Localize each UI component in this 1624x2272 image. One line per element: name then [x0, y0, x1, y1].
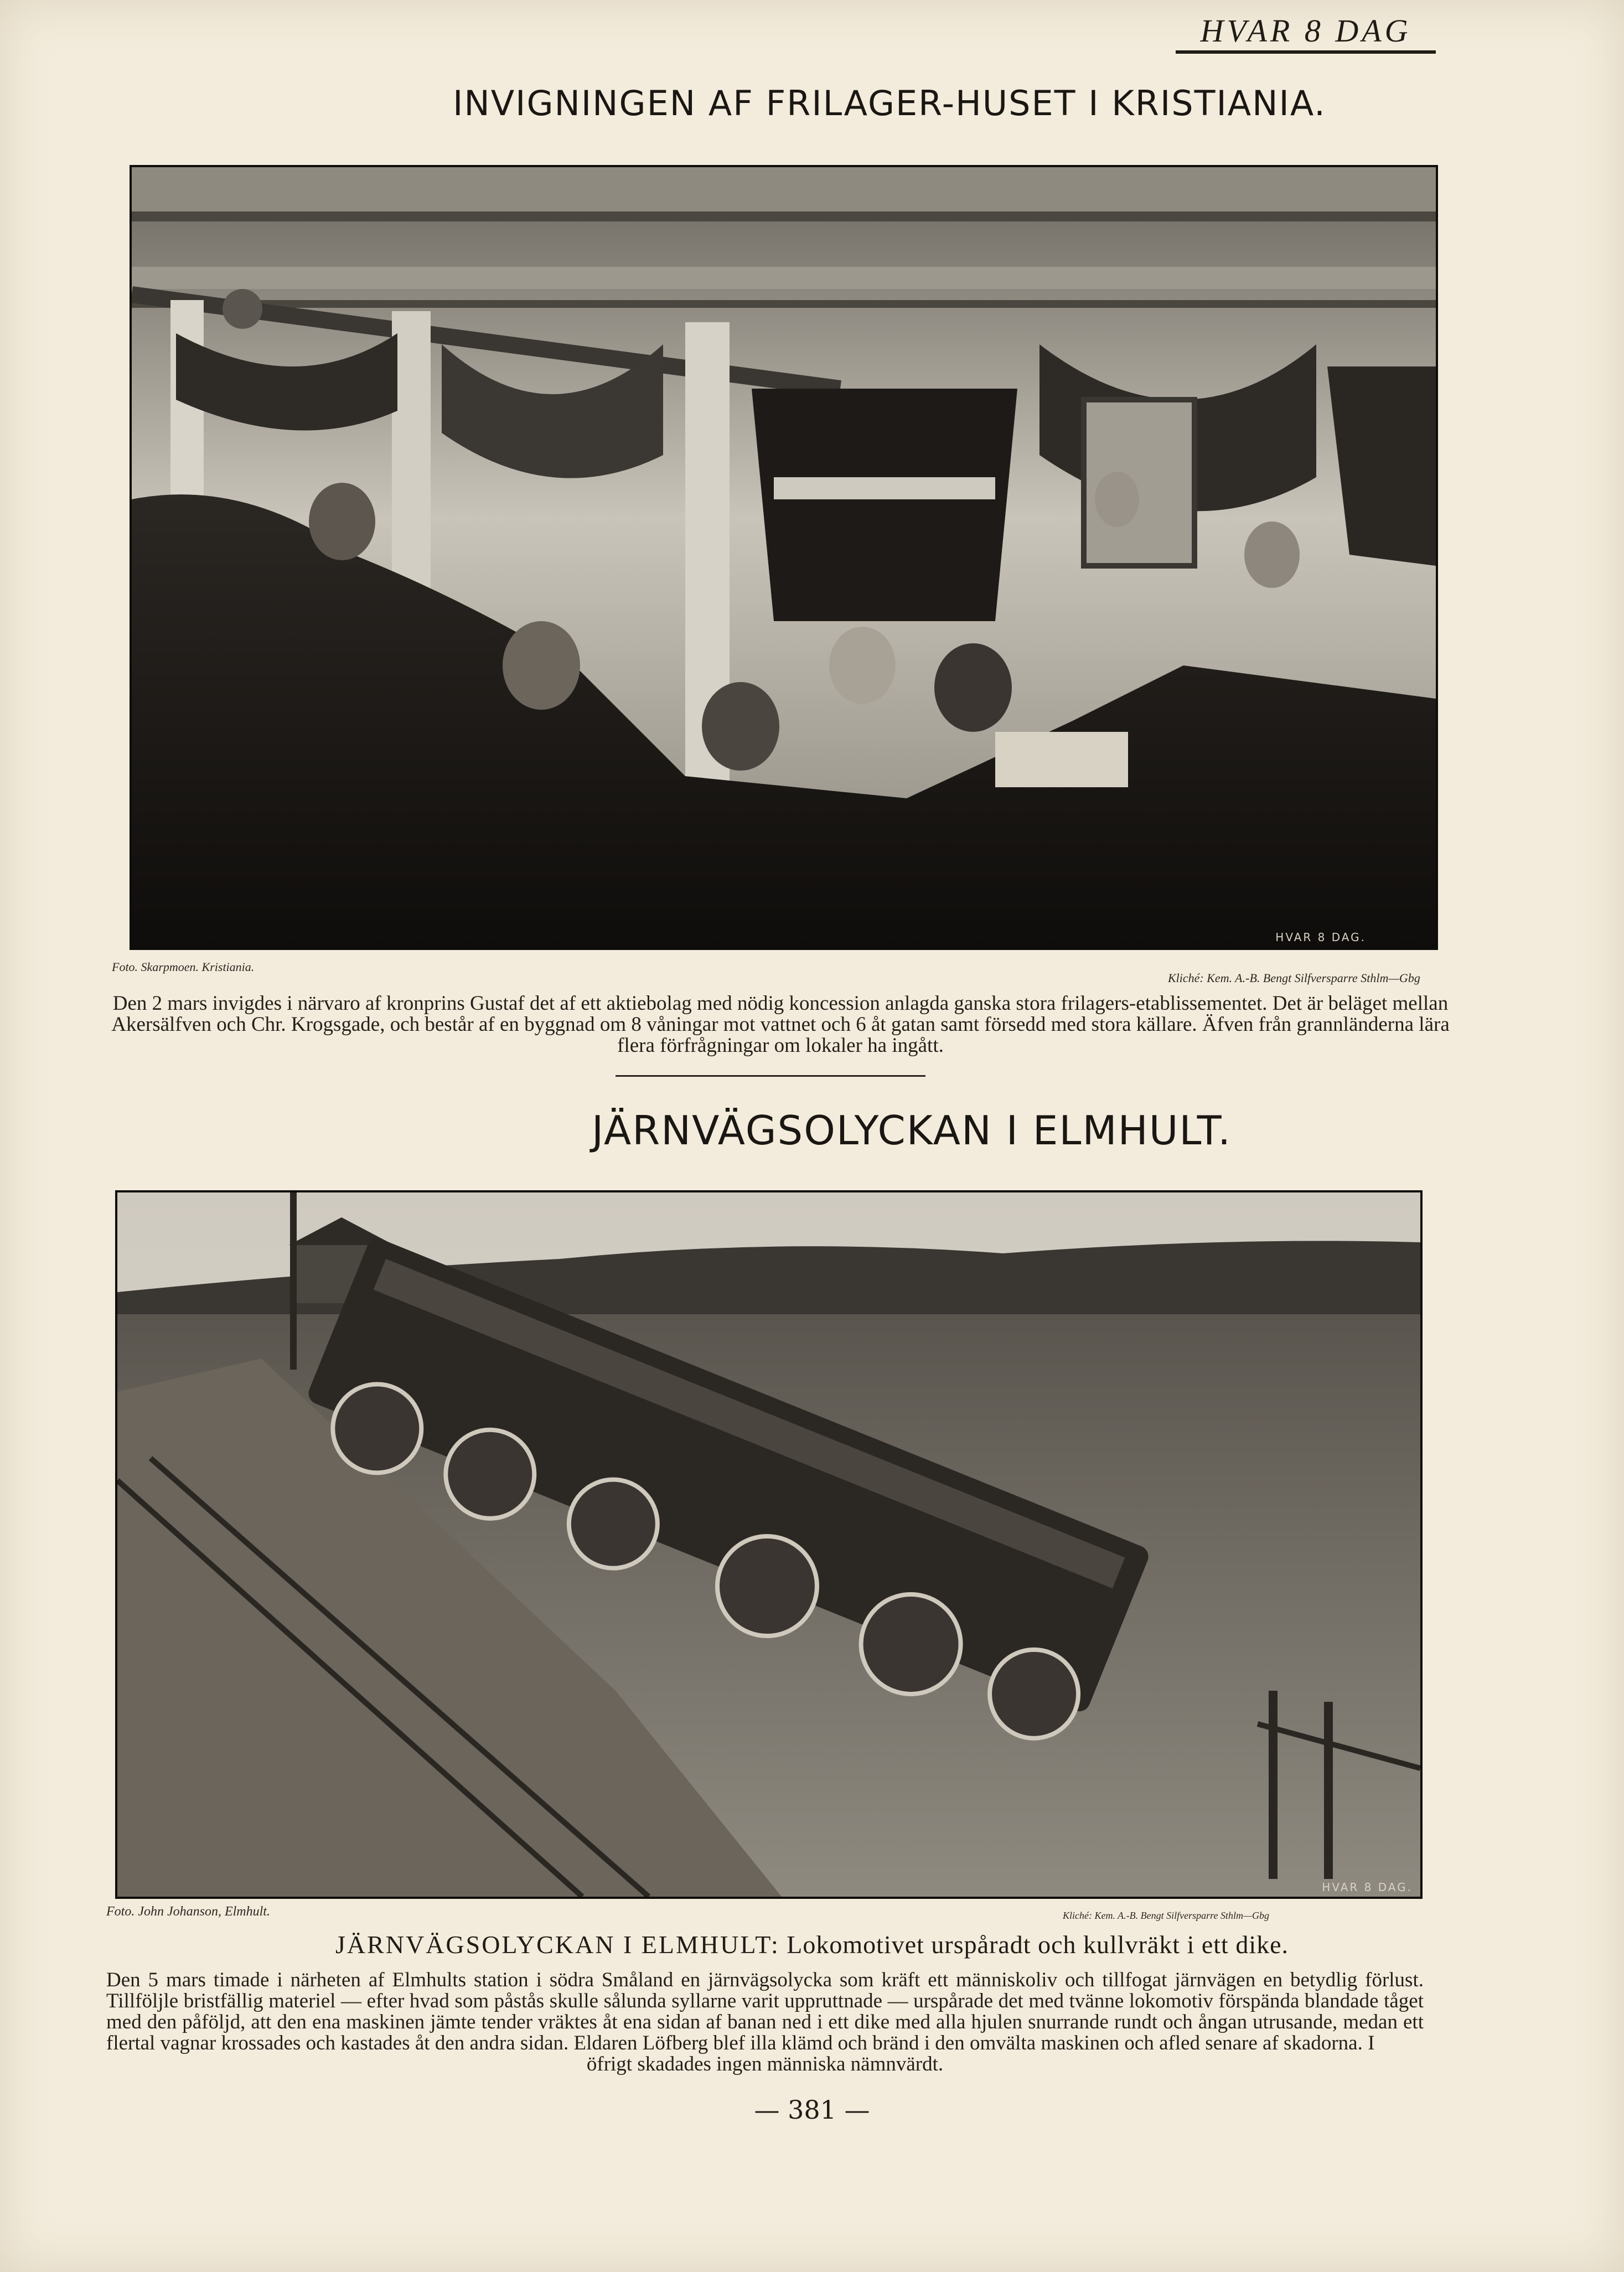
- photo2-watermark: HVAR 8 DAG.: [1322, 1881, 1413, 1894]
- article2-photo-credit: Foto. John Johanson, Elmhult.: [106, 1904, 270, 1919]
- derailment-photo: [115, 1190, 1423, 1899]
- article2-subheading: [0, 1930, 1624, 1959]
- derailment-photo-image: [117, 1192, 1420, 1897]
- article2-caption: Den 5 mars timade i närheten af Elmhults station i södra Småland en järnvägsolycka som kräft ett människoliv och tillfogat järnvägen en betydlig förlust. Tillföljle bristfällig materiel — efter hvad som påstås skulle sålunda syllarne varit uppruttnade — urspårade det med tvänne lokomotiv förspända blandade tåget med den påföljd, att den ena maskinen jämte tender vräktes åt ena sidan af banan ned i ett dike med alla hjulen snurrande rundt och ångan utrusande, medan ett flertal vagnar krossades och kastades åt den andra sidan. Eldaren Löfberg blef illa klämd och bränd i den omvälta maskinen och afled senare af skadorna. I: [106, 1969, 1424, 2054]
- article1-cliche-credit: Kliché: Kem. A.-B. Bengt Silfversparre Sthlm—Gbg: [1168, 971, 1420, 985]
- article2-caption-last: öfrigt skadades ingen människa nämnvärdt.: [586, 2053, 944, 2075]
- article2-headline: JÄRNVÄGSOLYCKAN I ELMHULT.: [592, 1107, 1232, 1154]
- article1-headline: INVIGNINGEN AF FRILAGER-HUSET I KRISTIANIA.: [453, 83, 1326, 123]
- inauguration-photo: [130, 165, 1438, 950]
- article2-cliche-credit: Kliché: Kem. A.-B. Bengt Silfversparre Sthlm—Gbg: [1063, 1910, 1269, 1921]
- section-divider: [616, 1075, 925, 1077]
- article1-photo-credit: Foto. Skarpmoen. Kristiania.: [112, 960, 255, 974]
- page-number: — 381 —: [754, 2095, 870, 2125]
- photo1-watermark: HVAR 8 DAG.: [1275, 931, 1366, 944]
- article1-caption: Den 2 mars invigdes i närvaro af kronprins Gustaf det af ett aktiebolag med nödig koncession anlagda ganska stora frilagers-etablissementet. Det är beläget mellan Akersälfven och Chr. Krogsgade, och består af en byggnad om 8 våningar mot vattnet och 6 åt gatan samt försedd med stora källare. Äfven från grannländerna lära flera förfrågningar om lokaler ha ingått.: [111, 992, 1450, 1057]
- masthead: HVAR 8 DAG: [1176, 12, 1436, 54]
- article2-subheading-rest: Lokomotivet urspåradt och kullvräkt i ett dike.: [787, 1930, 1289, 1959]
- inauguration-photo-image: [132, 167, 1436, 948]
- article2-subheading-lead: JÄRNVÄGSOLYCKAN I ELMHULT:: [335, 1930, 780, 1959]
